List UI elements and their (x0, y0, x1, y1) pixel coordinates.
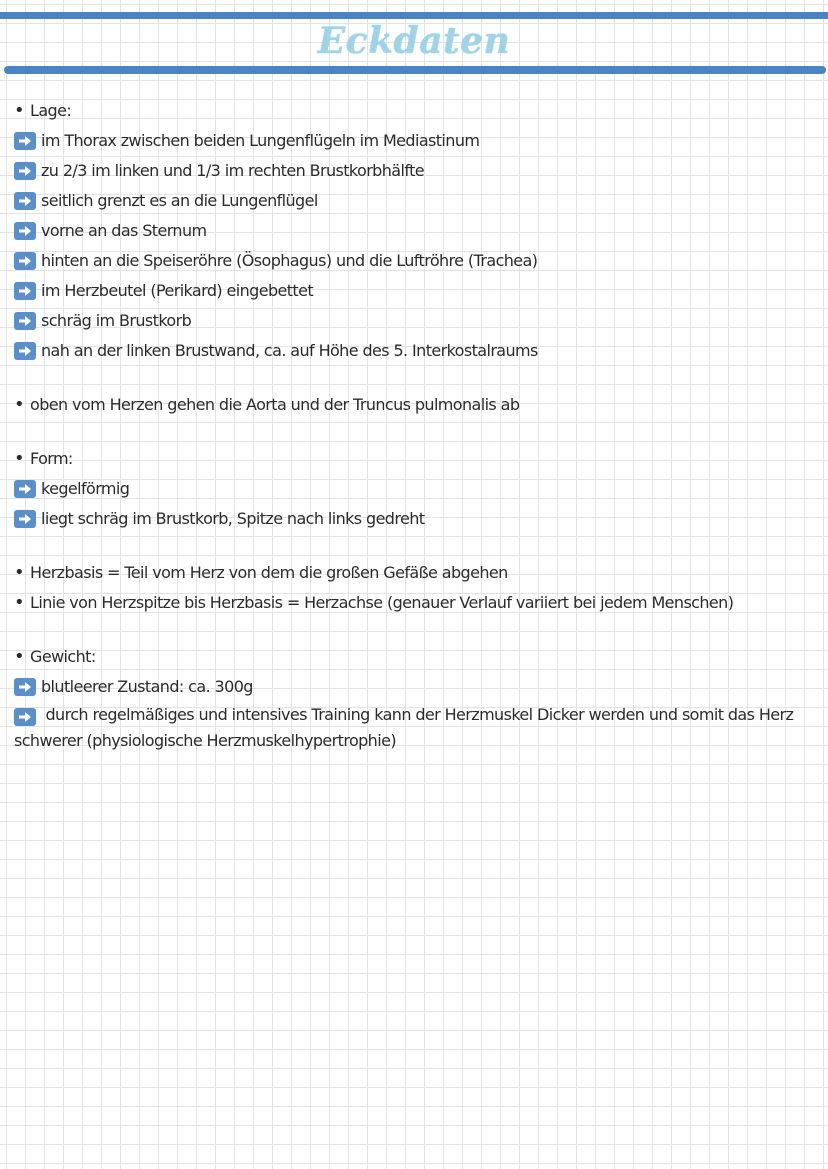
right-arrow-icon (14, 282, 36, 300)
bullet-dot: • (14, 394, 25, 415)
list-item (14, 306, 824, 336)
right-arrow-icon (14, 480, 36, 498)
list-item (14, 186, 824, 216)
page-title: Eckdaten (317, 20, 511, 62)
bullet-text: Linie von Herzspitze bis Herzbasis = Herzachse (genauer Verlauf variiert bei jedem Menschen) (30, 593, 734, 612)
list-item-text: liegt schräg im Brustkorb, Spitze nach links gedreht (41, 509, 425, 528)
list-item (14, 276, 824, 306)
right-arrow-icon (14, 708, 36, 726)
bullet-dot: • (14, 100, 25, 121)
section-heading-lage (14, 96, 824, 126)
list-item (14, 156, 824, 186)
list-item-text: kegelförmig (41, 479, 130, 498)
header-bottom-rule (4, 66, 826, 74)
bullet-dot: • (14, 448, 25, 469)
list-item (14, 126, 824, 156)
list-item (14, 672, 824, 702)
right-arrow-icon (14, 510, 36, 528)
spacer (14, 366, 824, 390)
bullet-line (14, 558, 824, 588)
spacer (14, 534, 824, 558)
bullet-dot: • (14, 562, 25, 583)
heading-text: Gewicht: (30, 647, 96, 666)
bullet-text: oben vom Herzen gehen die Aorta und der Truncus pulmonalis ab (30, 395, 520, 414)
right-arrow-icon (14, 252, 36, 270)
notes-content (14, 96, 824, 754)
heading-text: Lage: (30, 101, 72, 120)
list-item-text: zu 2/3 im linken und 1/3 im rechten Brustkorbhälfte (41, 161, 424, 180)
right-arrow-icon (14, 192, 36, 210)
right-arrow-icon (14, 222, 36, 240)
list-item (14, 702, 824, 754)
bullet-dot: • (14, 646, 25, 667)
bullet-line (14, 390, 824, 420)
list-item (14, 474, 824, 504)
list-item (14, 336, 824, 366)
list-item (14, 246, 824, 276)
heading-text: Form: (30, 449, 73, 468)
right-arrow-icon (14, 312, 36, 330)
bullet-dot: • (14, 592, 25, 613)
right-arrow-icon (14, 678, 36, 696)
list-item-text: seitlich grenzt es an die Lungenflügel (41, 191, 318, 210)
right-arrow-icon (14, 132, 36, 150)
list-item (14, 504, 824, 534)
list-item-text: im Thorax zwischen beiden Lungenflügeln im Mediastinum (41, 131, 480, 150)
bullet-line (14, 588, 824, 618)
list-item-text: schräg im Brustkorb (41, 311, 192, 330)
list-item-text: vorne an das Sternum (41, 221, 207, 240)
right-arrow-icon (14, 342, 36, 360)
spacer (14, 618, 824, 642)
list-item-text: durch regelmäßiges und intensives Training kann der Herzmuskel Dicker werden und somit das Herz schwerer (physiologische Herzmuskelhypertrophie) (14, 705, 794, 750)
bullet-text: Herzbasis = Teil vom Herz von dem die großen Gefäße abgehen (30, 563, 508, 582)
right-arrow-icon (14, 162, 36, 180)
spacer (14, 420, 824, 444)
list-item-text: blutleerer Zustand: ca. 300g (41, 677, 253, 696)
section-heading-gewicht (14, 642, 824, 672)
list-item (14, 216, 824, 246)
list-item-text: im Herzbeutel (Perikard) eingebettet (41, 281, 314, 300)
section-heading-form (14, 444, 824, 474)
list-item-text: nah an der linken Brustwand, ca. auf Höhe des 5. Interkostalraums (41, 341, 538, 360)
list-item-text: hinten an die Speiseröhre (Ösophagus) und die Luftröhre (Trachea) (41, 251, 538, 270)
